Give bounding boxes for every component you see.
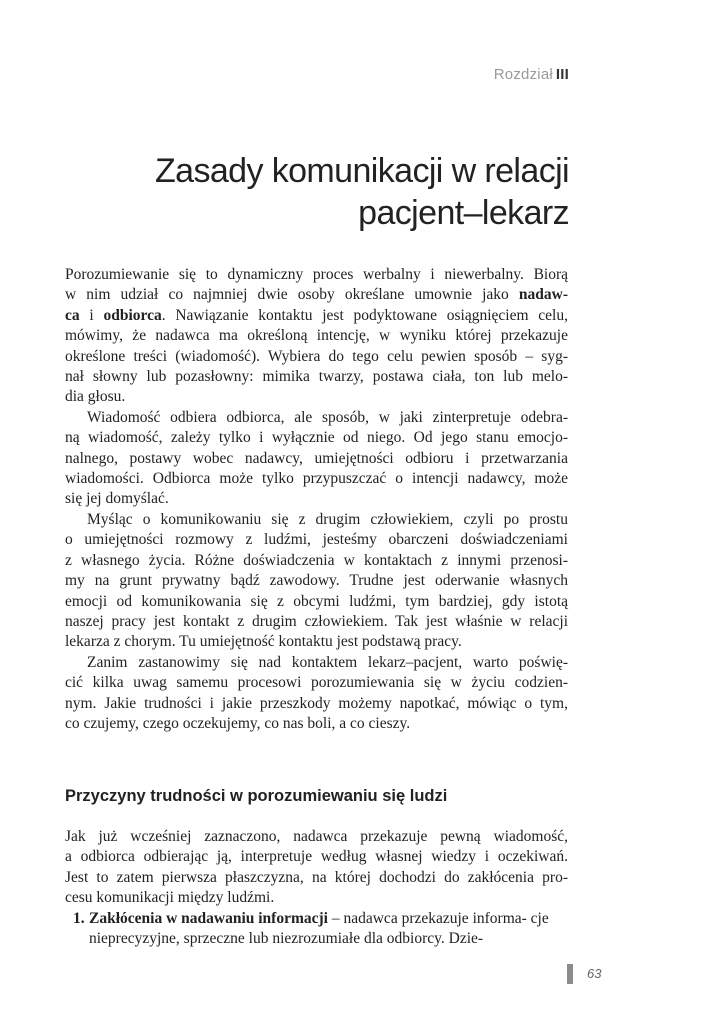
page-marker-bar [567, 964, 573, 984]
list-number: 1. [73, 909, 85, 927]
text-line: dia głosu. [65, 388, 126, 406]
paragraph [65, 827, 568, 909]
list-item [65, 909, 568, 950]
paragraph [65, 408, 568, 510]
title-line-1: Zasady komunikacji w relacji [154, 152, 569, 190]
text-line: cić kilka uwag samemu procesowi porozumiewania się w życiu codzien- [65, 674, 568, 692]
text-span: . Nawiązanie kontaktu jest podyktowane osiągnięciem celu, [161, 306, 568, 324]
text-line: my na grunt prywatny bądź zawodowy. Trudne jest oderwanie własnych [65, 572, 568, 590]
text-line [89, 910, 527, 927]
text-line: nalnego, postawy wobec nadawcy, umiejętności odbioru i przetwarzania [65, 449, 568, 467]
text-line: Wiadomość odbiera odbiorca, ale sposób, w jaki zinterpretuje odebra- [87, 408, 568, 426]
text-line [65, 306, 568, 326]
text-line: nał słowny lub pozasłowny: mimika twarzy, postawa ciała, ton lub melo- [65, 368, 568, 386]
text-line [65, 285, 568, 305]
paragraph [65, 653, 568, 735]
text-line: naszej pracy jest kontakt z drugim człowiekiem. Tak jest właśnie w relacji [65, 612, 568, 630]
text-line: Porozumiewanie się to dynamiczny proces werbalny i niewerbalny. Biorą [65, 266, 568, 283]
paragraph [65, 265, 568, 408]
page-title [49, 150, 569, 234]
text-line: Myśląc o komunikowaniu się z drugim człowiekiem, czyli po prostu [87, 510, 568, 528]
text-line: określone treści (wiadomość). Wybiera do tego celu pewien sposób – syg- [65, 347, 568, 365]
section-text [65, 827, 568, 949]
text-line: nym. Jakie trudności i jakie przeszkody możemy napotkać, mówiąc o tym, [65, 694, 568, 712]
bold-term: ca [65, 306, 80, 324]
bold-term: odbiorca [103, 306, 162, 324]
text-line: emocji od komunikowania się z obcymi ludźmi, tym bardziej, gdy istotą [65, 592, 568, 610]
page-number: 63 [587, 966, 602, 981]
text-line: cje nieprecyzyjne, sprzeczne lub niezrozumiałe dla odbiorcy. Dzie- [89, 909, 549, 948]
intro-text [65, 265, 568, 734]
title-line-2: pacjent–lekarz [358, 194, 569, 232]
chapter-label [494, 66, 569, 83]
paragraph [65, 510, 568, 653]
text-span: – nadawca przekazuje informa- [327, 909, 527, 927]
chapter-label-text: Rozdział [493, 66, 553, 83]
text-line: wiadomości. Odbiorca może tylko przypuszczać o intencji nadawcy, może [65, 470, 568, 488]
text-line: Zanim zastanowimy się nad kontaktem lekarz–pacjent, warto poświę- [87, 653, 568, 671]
text-line: się jej domyślać. [65, 490, 169, 508]
bold-term: nadaw- [518, 286, 568, 304]
text-line: Jak już wcześniej zaznaczono, nadawca przekazuje pewną wiadomość, [65, 828, 568, 845]
text-span: w nim udział co najmniej dwie osoby określane umownie jako [65, 286, 519, 304]
text-line: a odbiorca odbierając ją, interpretuje według własnej wiedzy i oczekiwań. [65, 848, 568, 866]
text-line: ną wiadomość, zależy tylko i wyłącznie od niego. Od jego stanu emocjo- [65, 429, 568, 447]
text-line: lekarza z chorym. Tu umiejętność kontaktu jest podstawą pracy. [65, 633, 462, 651]
text-line: co czujemy, czego oczekujemy, co nas boli, a co cieszy. [65, 714, 411, 732]
bold-term: Zakłócenia w nadawaniu informacji [89, 909, 328, 927]
text-line: mówimy, że nadawca ma określoną intencję, w wyniku której przekazuje [65, 327, 568, 345]
text-line: o umiejętności rozmowy z ludźmi, jesteśmy obarczeni doświadczeniami [65, 531, 568, 549]
text-line: cesu komunikacji między ludźmi. [65, 889, 275, 907]
section-heading: Przyczyny trudności w porozumiewaniu się ludzi [65, 787, 448, 805]
text-span: i [79, 306, 104, 324]
text-line: Jest to zatem pierwsza płaszczyzna, na której dochodzi do zakłócenia pro- [65, 868, 568, 886]
text-line: z własnego życia. Różne doświadczenia w kontaktach z innymi przenosi- [65, 551, 568, 569]
chapter-number: III [555, 66, 569, 83]
